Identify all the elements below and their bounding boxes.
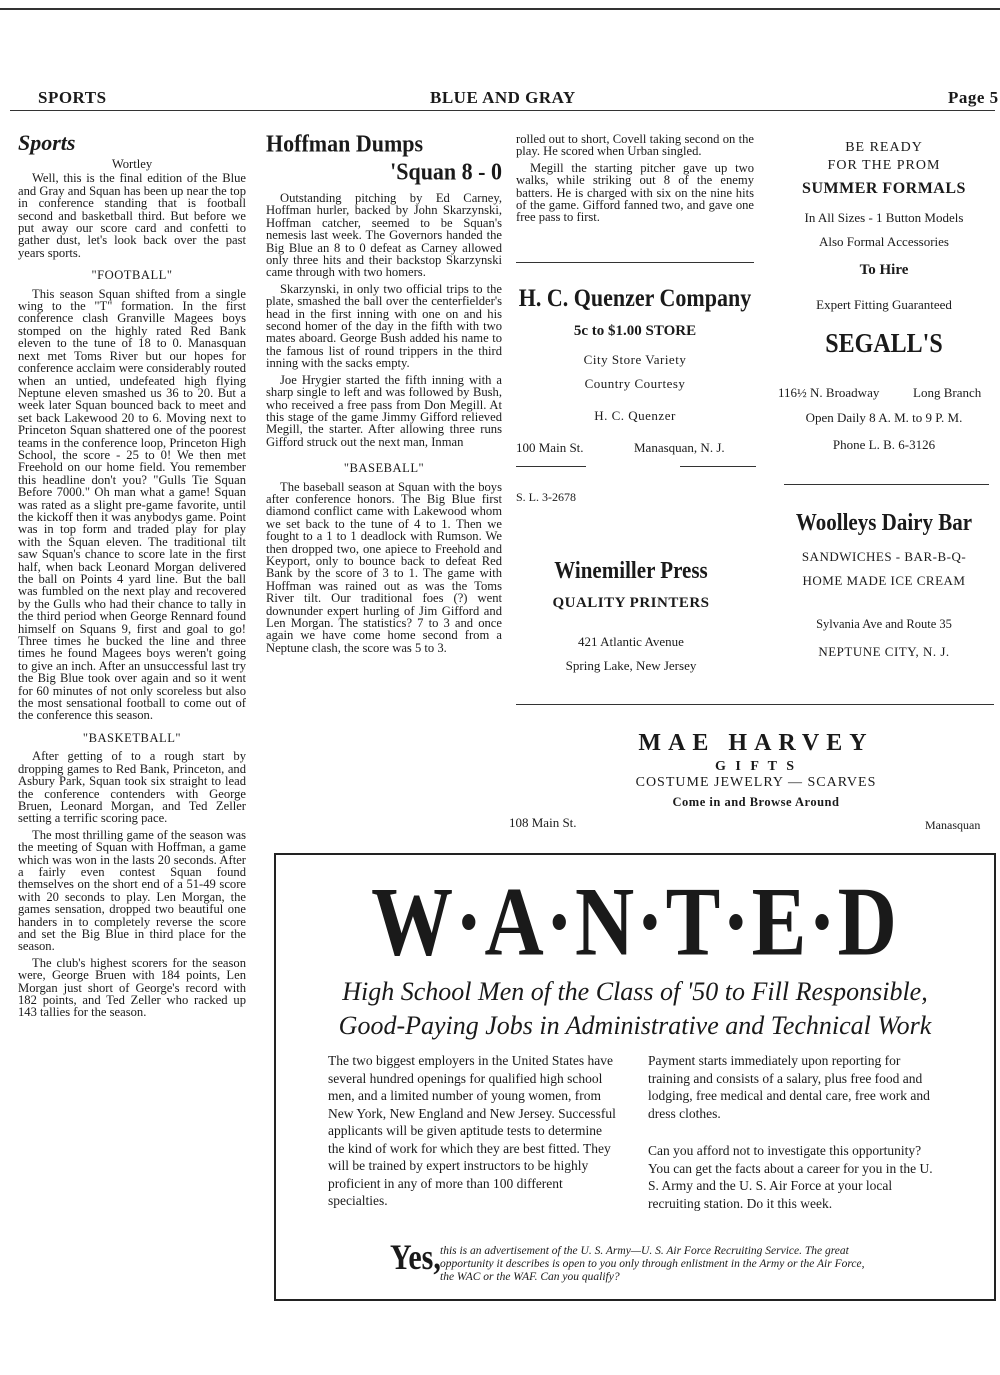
winemiller-town: Spring Lake, New Jersey: [565, 658, 697, 673]
segall-line-1: BE READY: [845, 140, 923, 155]
segall-line-2: FOR THE PROM: [827, 158, 941, 173]
paper-name: BLUE AND GRAY: [430, 88, 576, 107]
segall-name: SEGALL'S: [825, 328, 943, 359]
sports-column: [18, 130, 246, 1023]
harvey-line-3: Come in and Browse Around: [672, 795, 840, 809]
harvey-address: 108 Main St.: [509, 815, 577, 830]
wanted-left-column: [328, 1052, 618, 1222]
woolley-line-1: SANDWICHES - BAR-B-Q-: [801, 549, 967, 564]
segall-phone: Phone L. B. 6-3126: [832, 437, 936, 452]
wanted-subtitle-1: High School Men of the Class of '50 to Fill Responsible,: [342, 977, 928, 1006]
winemiller-ad: [506, 558, 756, 674]
column-title: Sports: [18, 130, 76, 155]
harvey-line-2: COSTUME JEWELRY — SCARVES: [635, 775, 877, 790]
rule-quenzer-left: [516, 466, 586, 467]
basketball-heading: "BASKETBALL": [82, 730, 182, 745]
quenzer-ad: [510, 285, 760, 424]
segall-line-7: Expert Fitting Guaranteed: [816, 297, 952, 312]
baseball-paragraph: The baseball season at Squan with the boys after conference honors. The Big Blue first diamond conflict came with Lakewood whom we set back to the tune of 4 to 1. Then we fought to a 1 to 1 deadlock with Rumson. We then dropped two, one apiece to Freehold and Keyport, only to bounce back to defeat Red Bank by the score of 3 to 1. The game with Hoffman was rained out as was the Toms River tilt. Our traditional foes (?) went downunder expert hurling of Jim Gifford and Len Morgan. The statistics? 7 to 3 and once again we have come home second from a Neptune clash, the score was 5 to 3.: [266, 479, 502, 655]
harvey-ad: [606, 730, 906, 810]
article-paragraph-1: Outstanding pitching by Ed Carney, Hoffman hurler, backed by John Skarzynski, Hoffman catcher, seemed to be Squan's nemesis last week. The Governors handed the Big Blue an 8 to 0 defeat as Carney allowed only three hits and their backstop Skarzynski came through with two homers.: [266, 191, 502, 280]
section-label: SPORTS: [38, 88, 107, 107]
article-paragraph-2: Skarzynski, in only two official trips to the plate, smashed the ball over the centerfielder's head in the first inning with one on and his second homer of the day in the fifth with two mates aboard. George Bush added his name to the famous list of round trippers in the third inning with the sacks empty.: [266, 281, 502, 371]
wanted-left-paragraph: The two biggest employers in the United States have several hundred openings for qualified high school men, and a limited number of young women, from New York, New England and New Jersey. Successful applicants will be given aptitude tests to determine the kind of work for which they are best fitted. They will be trained by expert instructors to be highly proficient in any of more than 100 different specialties.: [328, 1053, 616, 1208]
byline: Wortley: [111, 157, 153, 171]
football-heading: "FOOTBALL": [91, 268, 173, 283]
segall-hours: Open Daily 8 A. M. to 9 P. M.: [805, 410, 963, 425]
continued-paragraph-1: rolled out to short, Covell taking second on the play. He scored when Urban singled.: [516, 132, 754, 159]
winemiller-tagline: QUALITY PRINTERS: [552, 595, 710, 611]
rule-col3-top: [516, 262, 754, 263]
harvey-name: MAE HARVEY: [638, 730, 874, 756]
woolley-town: NEPTUNE CITY, N. J.: [818, 644, 950, 659]
hoffman-article: [266, 130, 502, 658]
segall-ad: [770, 140, 998, 358]
woolley-line-2: HOME MADE ICE CREAM: [802, 573, 966, 588]
basketball-paragraph-3: The club's highest scorers for the season were, George Bruen with 184 points, Len Morgan just short of George's record with 182 points, and Ted Zeller who racked up 143 tallies for the season.: [18, 955, 246, 1020]
segall-line-4: In All Sizes - 1 Button Models: [804, 210, 964, 225]
article-continued: [516, 133, 754, 228]
segall-headline: SUMMER FORMALS: [802, 180, 966, 197]
wanted-right-column: [648, 1052, 938, 1224]
rule-segall: [784, 484, 989, 485]
recruiting-ad: [274, 853, 996, 1301]
quenzer-proprietor: H. C. Quenzer: [594, 408, 676, 423]
harvey-line-1: G I F T S: [715, 759, 797, 774]
basketball-paragraph-1: After getting of to a rough start by dropping games to Red Bank, Princeton, and Asbury Park, Squan took six straight to lead the conference contenders with George Bruen, Leonard Morgan, and Ted Zeller setting a terrific scoring pace.: [18, 749, 246, 826]
quenzer-line-1: City Store Variety: [583, 352, 687, 367]
segall-line-5: Also Formal Accessories: [819, 234, 949, 249]
basketball-paragraph-2: The most thrilling game of the season was the meeting of Squan with Hoffman, a game which was won in the lasts 20 seconds. After a fairly even contest Squan found themselves on the short end of a 51-49 score with 20 seconds to play. Len Morgan, the games sensation, dropped two beautiful one handers in to completely reverse the score and set the Big Blue in third place for the season.: [18, 827, 246, 954]
article-headline-2: 'Squan 8 - 0: [390, 157, 502, 186]
wanted-subtitle-2: Good-Paying Jobs in Administrative and Technical Work: [338, 1011, 932, 1040]
wanted-right-paragraph-2: Can you afford not to investigate this opportunity? You can get the facts about a career for you in the U. S. Army and the U. S. Air Force at your local recruiting station. Do it this week.: [648, 1143, 933, 1211]
quenzer-address: 100 Main St.: [516, 440, 584, 455]
quenzer-name: H. C. Quenzer Company: [518, 283, 752, 312]
segall-town: Long Branch: [913, 385, 982, 400]
intro-paragraph: Well, this is the final edition of the Blue and Gray and Squan has been up near the top in conference standing that is football second and basketball third. But before we put away our score card and confetti to gather dust, let's look back over the past years sports.: [18, 171, 246, 260]
rule-above-harvey: [516, 704, 994, 705]
winemiller-address: 421 Atlantic Avenue: [578, 634, 684, 649]
baseball-heading: "BASEBALL": [343, 461, 425, 476]
rule-quenzer-right: [680, 466, 756, 467]
woolley-name: Woolleys Dairy Bar: [795, 508, 973, 536]
woolley-address: Sylvania Ave and Route 35: [816, 617, 952, 631]
wanted-yes: Yes,: [390, 1237, 441, 1278]
woolley-ad: [770, 510, 998, 660]
quenzer-tagline: 5c to $1.00 STORE: [573, 323, 697, 339]
article-headline-1: Hoffman Dumps: [266, 129, 424, 158]
article-paragraph-3: Joe Hrygier started the fifth inning with a sharp single to left and was followed by Bush, who received a free pass from Don Megill. At this stage of the game Jimmy Gifford relieved Megill, the starter. After allowing three runs Gifford struck out the next man, Inman: [266, 372, 502, 449]
wanted-right-paragraph-1: Payment starts immediately upon reporting for training and consists of a salary, plus free food and lodging, free medical and dental care, free work and dress clothes.: [648, 1053, 930, 1121]
top-rule: [0, 0, 1000, 10]
quenzer-line-2: Country Courtesy: [584, 376, 686, 391]
quenzer-phone: S. L. 3-2678: [516, 490, 576, 504]
quenzer-town: Manasquan, N. J.: [634, 440, 725, 455]
header-rule: [10, 110, 995, 111]
segall-line-6: To Hire: [859, 262, 909, 278]
segall-address: 116½ N. Broadway: [778, 385, 880, 400]
harvey-town: Manasquan: [925, 818, 981, 832]
wanted-footer: this is an advertisement of the U. S. Army—U. S. Air Force Recruiting Service. The great opportunity it describes is open to you only through enlistment in the Army or the Air Force, the WAC or the WAF. Can you qualify?: [440, 1245, 865, 1283]
continued-paragraph-2: Megill the starting pitcher gave up two walks, while striking out 8 of the enemy batters. He is charged with six on the nine hits of the game. Gifford fanned two, and gave one free pass to first.: [516, 160, 754, 225]
page-number: Page 5: [948, 88, 999, 107]
wanted-title: W·A·N·T·E·D: [371, 866, 899, 976]
football-paragraph: This season Squan shifted from a single wing to the "T" formation. In the first conference clash Granville Magees boys stomped on the highly rated Red Bank eleven to the tune of 18 to 0. Manasquan next met Toms River but our hopes for conference acclaim were considerably routed when an untied, undefeated high flying Neptune eleven smashed us 36 to 20. But a week later Squan bounced back to meet and set back Lakewood 20 to 6. Moving next to Princeton Squan shattered one of the poorest teams in the conference loop, Princeton High School, the score - 25 to 0! We then met Freehold on our home field. You remember this headline don't you? "Gulls Tie Squan Before 7000." Oh man what a game! Squan was rated as a slight pre-game favorite, until the kickoff then it was anybodys game. Point was in top form and traded play for play with the Squan eleven. The traditional tilt saw Squan's chance to score late in the first half, when back Leonard Morgan delivered the ball on Points 4 yard line. But the ball was fumbled on the next play and recovered by the Gulls who had their chance to tally in the third period when George Rennard found himself on Squans 9, first and goal to go! Three times he bucked the line and three times he found Magees boys weren't going to give an inch. After an unsuccessful last try the Big Blue took over again and so it went for 60 minutes of not only scoreless but also the most sensational football to come out of the conference this season.: [18, 286, 246, 723]
winemiller-name: Winemiller Press: [554, 556, 708, 584]
